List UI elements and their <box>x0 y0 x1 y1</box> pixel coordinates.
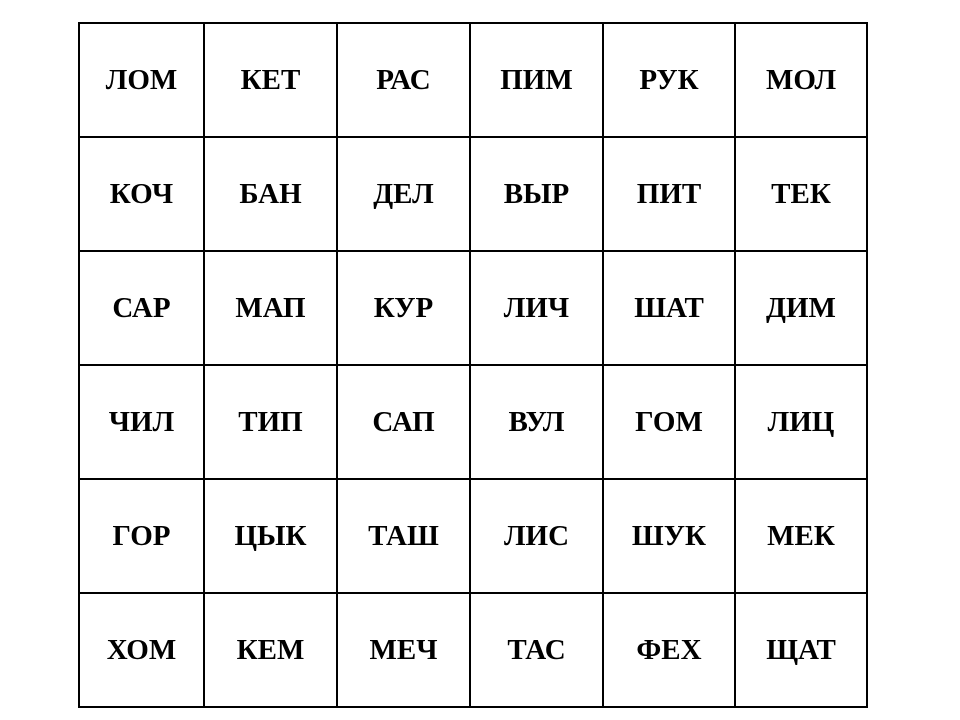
word-grid-table <box>78 22 868 708</box>
grid-cell: РАС <box>337 23 470 137</box>
grid-cell: МЕК <box>735 479 867 593</box>
grid-cell: КЕМ <box>204 593 337 707</box>
grid-row <box>79 23 867 137</box>
grid-cell: МЕЧ <box>337 593 470 707</box>
grid-cell: САП <box>337 365 470 479</box>
grid-cell: КОЧ <box>79 137 204 251</box>
grid-cell: ФЕХ <box>603 593 735 707</box>
grid-cell: ТИП <box>204 365 337 479</box>
grid-cell: РУК <box>603 23 735 137</box>
grid-cell: ЩАТ <box>735 593 867 707</box>
grid-cell: ЛОМ <box>79 23 204 137</box>
grid-cell: ШАТ <box>603 251 735 365</box>
grid-cell: ШУК <box>603 479 735 593</box>
grid-cell: САР <box>79 251 204 365</box>
grid-cell: ЧИЛ <box>79 365 204 479</box>
grid-cell: ТАС <box>470 593 603 707</box>
grid-cell: ПИМ <box>470 23 603 137</box>
grid-cell: МОЛ <box>735 23 867 137</box>
grid-cell: ТАШ <box>337 479 470 593</box>
grid-cell: МАП <box>204 251 337 365</box>
grid-cell: БАН <box>204 137 337 251</box>
grid-row <box>79 593 867 707</box>
grid-cell: ХОМ <box>79 593 204 707</box>
grid-cell: ВЫР <box>470 137 603 251</box>
grid-cell: ЛИС <box>470 479 603 593</box>
grid-cell: ГОМ <box>603 365 735 479</box>
grid-cell: КЕТ <box>204 23 337 137</box>
grid-cell: ЛИЧ <box>470 251 603 365</box>
grid-row <box>79 137 867 251</box>
grid-row <box>79 251 867 365</box>
grid-cell: ДЕЛ <box>337 137 470 251</box>
grid-cell: ТЕК <box>735 137 867 251</box>
grid-row <box>79 365 867 479</box>
grid-cell: ДИМ <box>735 251 867 365</box>
grid-cell: ГОР <box>79 479 204 593</box>
grid-cell: ВУЛ <box>470 365 603 479</box>
grid-cell: ПИТ <box>603 137 735 251</box>
grid-cell: ЛИЦ <box>735 365 867 479</box>
grid-cell: КУР <box>337 251 470 365</box>
grid-cell: ЦЫК <box>204 479 337 593</box>
grid-row <box>79 479 867 593</box>
